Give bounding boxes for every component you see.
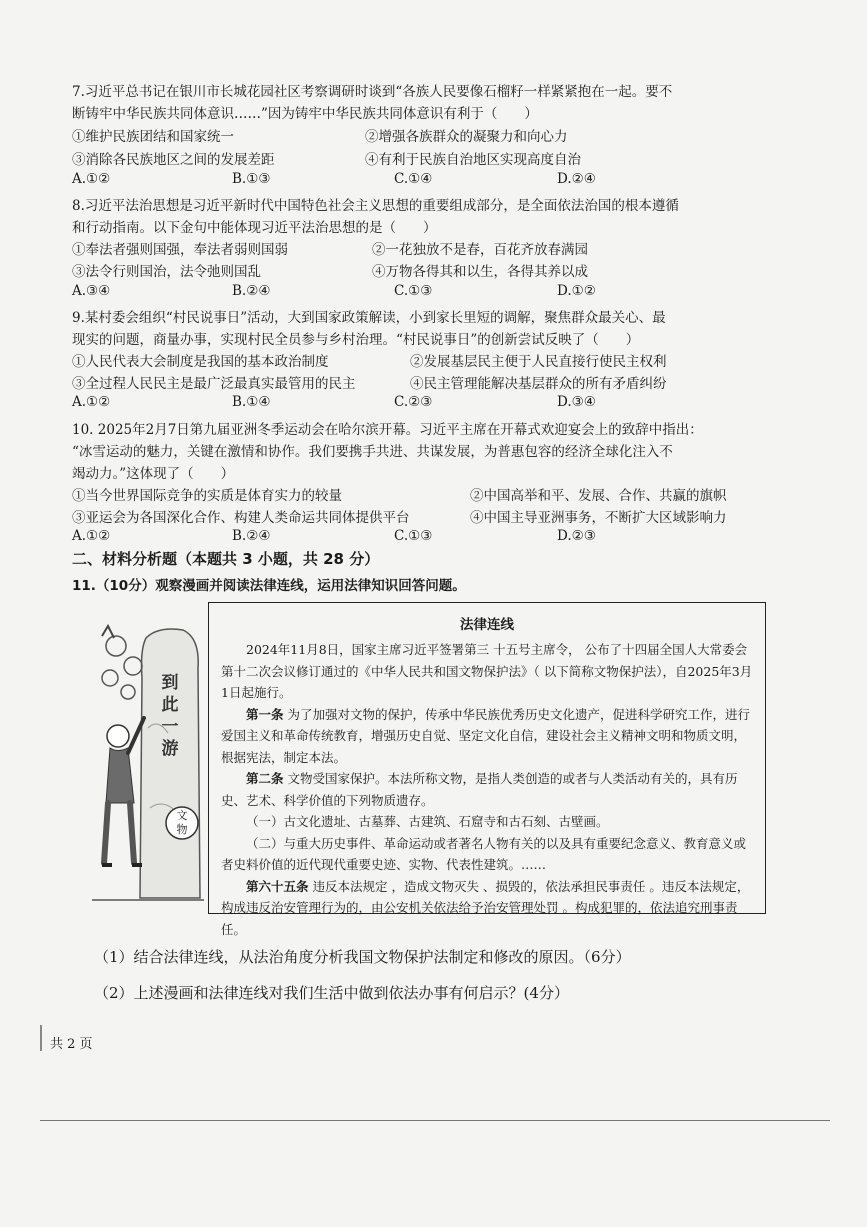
q8-choice-d: D.①② [557,283,596,299]
q7-choice-d: D.②④ [557,171,596,187]
q9-option-4: ④民主管理能解决基层群众的所有矛盾纠纷 [410,376,667,392]
q10-option-3: ③亚运会为各国深化合作、构建人类命运共同体提供平台 [72,510,410,526]
law-article-65-label: 第六十五条 [246,878,309,894]
q7-option-2: ②增强各族群众的凝聚力和向心力 [365,129,568,145]
q9-stem-line2: 现实的问题，商量办事，实现村民全员参与乡村治理。“村民说事日”的创新尝试反映了（ ） [72,332,640,348]
law-article-1-text: 为了加强对文物的保护，传承中华民族优秀历史文化遗产，促进科学研究工作，进行爱国主义和革命传统教育，增强历史自觉、坚定文化自信，建设社会主义精神文明和物质文明，根据宪法，制定本法。 [221,706,750,765]
q9-choice-a: A.①② [72,394,111,410]
law-article-2 [221,768,753,811]
page-count: 共 2 页 [50,1037,93,1052]
cartoon-graffiti-4: 游 [161,739,179,759]
q7-option-4: ④有利于民族自治地区实现高度自治 [365,152,581,168]
sub-question-1: （1）结合法律连线，从法治角度分析我国文物保护法制定和修改的原因。（6分） [94,948,631,966]
q8-choice-c: C.①③ [394,283,433,299]
q10-stem-line3: 竭动力。”这体现了（ ） [72,466,235,482]
law-article-2-label: 第二条 [246,771,284,786]
q7-stem-line2: 断铸牢中华民族共同体意识……”因为铸牢中华民族共同体意识有利于（ ） [72,106,538,122]
q10-option-4: ④中国主导亚洲事务，不断扩大区域影响力 [470,510,727,526]
sub-question-2: （2）上述漫画和法律连线对我们生活中做到依法办事有何启示？(4分） [94,984,569,1002]
q11-stem: 11.（10分）观察漫画并阅读法律连线，运用法律知识回答问题。 [72,578,466,594]
q9-option-1: ①人民代表大会制度是我国的基本政治制度 [72,354,329,370]
q10-stem-line2: “冰雪运动的魅力，关键在激情和协作。我们要携手共进、共谋发展，为普惠包容的经济全球化注入不 [72,444,673,460]
q8-stem-line2: 和行动指南。以下金句中能体现习近平法治思想的是（ ） [72,220,437,236]
q10-option-1: ①当今世界国际竞争的实质是体育实力的较量 [72,488,342,504]
q7-stem-line1: 7.习近平总书记在银川市长城花园社区考察调研时谈到“各族人民要像石榴籽一样紧紧抱在一起。要不 [72,84,673,100]
q10-choice-d: D.②③ [557,528,596,544]
q10-stem-line1: 10. 2025年2月7日第九届亚洲冬季运动会在哈尔滨开幕。习近平主席在开幕式欢迎宴会上的致辞中指出： [72,422,703,438]
q9-choice-c: C.②③ [394,394,433,410]
q9-stem-line1: 9.某村委会组织“村民说事日”活动，大到国家政策解读，小到家长里短的调解，聚焦群众最关心、最 [72,310,666,326]
q10-option-2: ②中国高举和平、发展、合作、共赢的旗帜 [470,488,727,504]
q10-choice-a: A.①② [72,528,111,544]
law-article-65-text: 违反本法规定 ，造成文物灭失 、损毁的，依法承担民事责任 。违反本法规定，构成违反治安管理行为的，由公安机关依法给予治安管理处罚 。构成犯罪的，依法追究刑事责任。 [221,878,750,937]
cartoon-graffiti-3: 一 [161,717,179,737]
q8-option-4: ④万物各得其和以生，各得其养以成 [372,264,588,280]
cartoon-graffiti-1: 到 [161,673,179,693]
bottom-divider [40,1120,830,1121]
q8-option-1: ①奉法者强则国强，奉法者弱则国弱 [72,242,288,258]
cartoon-stone-text-2: 物 [176,823,188,836]
law-article-2-text: 文物受国家保护。本法所称文物，是指人类创造的或者与人类活动有关的，具有历史、艺术、科学价值的下列物质遗存。 [221,771,738,808]
q8-option-2: ②一花独放不是春，百花齐放春满园 [372,242,588,258]
q10-choice-b: B.②④ [232,528,271,544]
q9-choice-b: B.①④ [232,394,271,410]
q8-stem-line1: 8.习近平法治思想是习近平新时代中国特色社会主义思想的重要组成部分，是全面依法治国的根本遵循 [72,198,679,214]
law-article-2-item-2: （二）与重大历史事件、革命运动或者著名人物有关的以及具有重要纪念意义、教育意义或者史料价值的近代现代重要史迹、实物、代表性建筑。…… [221,835,747,872]
law-article-1-label: 第一条 [246,706,284,722]
q7-choice-b: B.①③ [232,171,271,187]
law-article-1 [221,704,753,769]
q9-option-3: ③全过程人民民主是最广泛最真实最管用的民主 [72,376,356,392]
cartoon-stone-text-1: 文 [176,809,188,822]
law-article-65 [221,876,753,941]
cartoon-graffiti-2: 此 [161,695,179,715]
law-title: 法律连线 [460,617,514,633]
q7-option-1: ①维护民族团结和国家统一 [72,129,234,145]
law-intro: 2024年11月8日，国家主席习近平签署第三 十五号主席令， 公布了十四届全国人大常委会第十二次会议修订通过的《中华人民共和国文物保护法》（ 以下简称文物保护法），自2025年3月1日起施行。 [221,642,753,700]
section-title: 二、材料分析题（本题共 3 小题，共 28 分） [72,550,380,568]
q10-choice-c: C.①③ [394,528,433,544]
cartoon-image [88,608,208,908]
margin-mark [40,1025,42,1051]
q7-option-3: ③消除各民族地区之间的发展差距 [72,152,275,168]
q8-choice-b: B.②④ [232,283,271,299]
q7-choice-a: A.①② [72,171,111,187]
q9-option-2: ②发展基层民主便于人民直接行使民主权利 [410,354,667,370]
q7-choice-c: C.①④ [394,171,433,187]
law-article-2-item-1: （一）古文化遗址、古墓葬、古建筑、石窟寺和古石刻、古壁画。 [246,814,609,829]
q9-choice-d: D.③④ [557,394,596,410]
law-connection-box [208,602,766,937]
q8-option-3: ③法令行则国治，法令弛则国乱 [72,264,261,280]
q8-choice-a: A.③④ [72,283,111,299]
